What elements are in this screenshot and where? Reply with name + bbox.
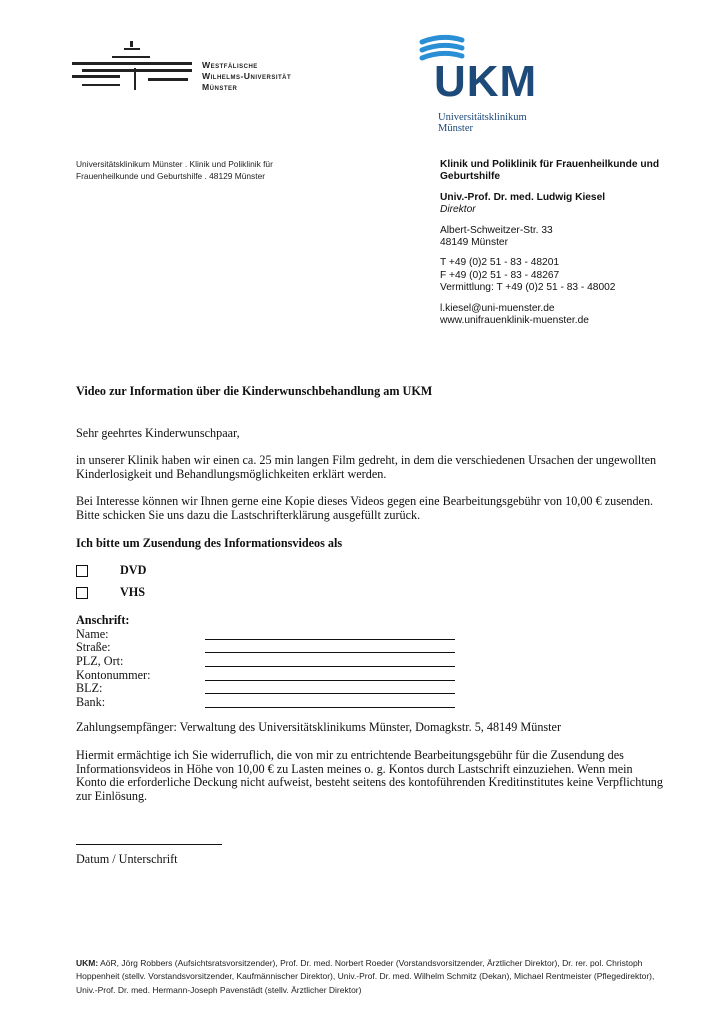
contact-street: Albert-Schweitzer-Str. 33 bbox=[440, 224, 553, 236]
footer bbox=[76, 957, 656, 997]
director-title: Direktor bbox=[440, 204, 476, 216]
field-account-label: Kontonummer: bbox=[76, 667, 151, 682]
sender-line: Universitätsklinikum Münster . Klinik und Poliklinik für Frauenheilkunde und Geburtshilfe . 48129 Münster bbox=[76, 159, 273, 181]
field-bank-row[interactable] bbox=[76, 696, 666, 710]
contact-phone: T +49 (0)2 51 - 83 - 48201 bbox=[440, 257, 560, 269]
letter-body bbox=[76, 385, 666, 867]
contact-fax: F +49 (0)2 51 - 83 - 48267 bbox=[440, 269, 560, 281]
signature-label: Datum / Unterschrift bbox=[76, 852, 178, 867]
payee-line: Zahlungsempfänger: Verwaltung des Universitätsklinikums Münster, Domagkstr. 5, 48149 Münster bbox=[76, 720, 562, 735]
contact-city: 48149 Münster bbox=[440, 237, 508, 249]
field-street-label: Straße: bbox=[76, 640, 111, 655]
director-name: Univ.-Prof. Dr. med. Ludwig Kiesel bbox=[440, 191, 606, 203]
footer-text: AöR, Jörg Robbers (Aufsichtsratsvorsitzender), Prof. Dr. med. Norbert Roeder (Vorstandsvorsitzender, Ärztlicher Direktor), Dr. rer. pol. Christoph Hoppenheit (stellv. Vorstandsvorsitzender, Kaufmännischer Direktor), Univ.-Prof. Dr. med. Wilhelm Schmitz (Dekan), Michael Rentmeister (Pflegedirektor), Univ.-Prof. Dr. med. Hermann-Joseph Pavenstädt (stellv. Ärztlicher Direktor) bbox=[76, 958, 655, 995]
wwu-line-1: Westfälische bbox=[202, 60, 258, 70]
salutation: Sehr geehrtes Kinderwunschpaar, bbox=[76, 425, 240, 440]
contact-email[interactable]: l.kiesel@uni-muenster.de bbox=[440, 302, 555, 314]
field-zip-row[interactable] bbox=[76, 655, 666, 669]
option-dvd-row[interactable] bbox=[76, 563, 666, 579]
address-heading: Anschrift: bbox=[76, 613, 130, 628]
contact-switchboard: Vermittlung: T +49 (0)2 51 - 83 - 48002 bbox=[440, 282, 616, 294]
vhs-checkbox[interactable] bbox=[76, 587, 88, 599]
letter-subject: Video zur Information über die Kinderwunschbehandlung am UKM bbox=[76, 384, 433, 398]
field-account-row[interactable] bbox=[76, 669, 666, 683]
wwu-wordmark bbox=[202, 60, 291, 93]
field-blz-line[interactable] bbox=[205, 682, 455, 694]
field-blz-label: BLZ: bbox=[76, 681, 103, 696]
ukm-subtitle bbox=[438, 112, 527, 134]
field-zip-line[interactable] bbox=[205, 655, 455, 667]
ukm-sub-2: Münster bbox=[438, 123, 473, 134]
field-street-row[interactable] bbox=[76, 641, 666, 655]
request-heading: Ich bitte um Zusendung des Informationsvideos als bbox=[76, 535, 343, 550]
field-bank-line[interactable] bbox=[205, 696, 455, 708]
paragraph-1: in unserer Klinik haben wir einen ca. 25 min langen Film gedreht, in dem die verschiedenen Ursachen der ungewollten Kinderlosigkeit und Behandlungsmöglichkeiten erklärt werden. bbox=[76, 453, 657, 481]
ukm-sub-1: Universitätsklinikum bbox=[438, 112, 527, 123]
dvd-label: DVD bbox=[120, 563, 147, 578]
field-name-line[interactable] bbox=[205, 628, 455, 640]
field-name-row[interactable] bbox=[76, 628, 666, 642]
field-blz-row[interactable] bbox=[76, 682, 666, 696]
field-account-line[interactable] bbox=[205, 669, 455, 681]
field-name-label: Name: bbox=[76, 626, 109, 641]
vhs-label: VHS bbox=[120, 585, 146, 600]
field-street-line[interactable] bbox=[205, 641, 455, 653]
contact-block bbox=[440, 159, 680, 335]
footer-label: UKM: bbox=[76, 958, 99, 968]
ukm-letters: UKM bbox=[434, 57, 538, 106]
option-vhs-row[interactable] bbox=[76, 585, 666, 601]
wwu-line-2: Wilhelms-Universität bbox=[202, 71, 292, 81]
paragraph-2: Bei Interesse können wir Ihnen gerne eine Kopie dieses Videos gegen eine Bearbeitungsgebühr von 10,00 € zusenden. Bitte schicken Sie uns dazu die Lastschrifterklärung ausgefüllt zurück. bbox=[76, 494, 654, 522]
signature-line[interactable] bbox=[76, 843, 222, 845]
authorization-text: Hiermit ermächtige ich Sie widerruflich, die von mir zu entrichtende Bearbeitungsgebühr für die Zusendung des Informationsvideos in Höhe von 10,00 € zu Lasten meines o. g. Kontos durch Lastschrift einzuziehen. Wenn mein Konto die erforderliche Deckung nicht aufweist, besteht seitens des kontoführenden Kreditinstitutes keine Verpflichtung zur Einlösung. bbox=[76, 747, 663, 803]
contact-web[interactable]: www.unifrauenklinik-muenster.de bbox=[440, 315, 589, 327]
field-zip-label: PLZ, Ort: bbox=[76, 653, 124, 668]
clinic-name: Klinik und Poliklinik für Frauenheilkunde und Geburtshilfe bbox=[440, 159, 660, 183]
field-bank-label: Bank: bbox=[76, 694, 106, 709]
dvd-checkbox[interactable] bbox=[76, 565, 88, 577]
wwu-line-3: Münster bbox=[202, 82, 238, 92]
